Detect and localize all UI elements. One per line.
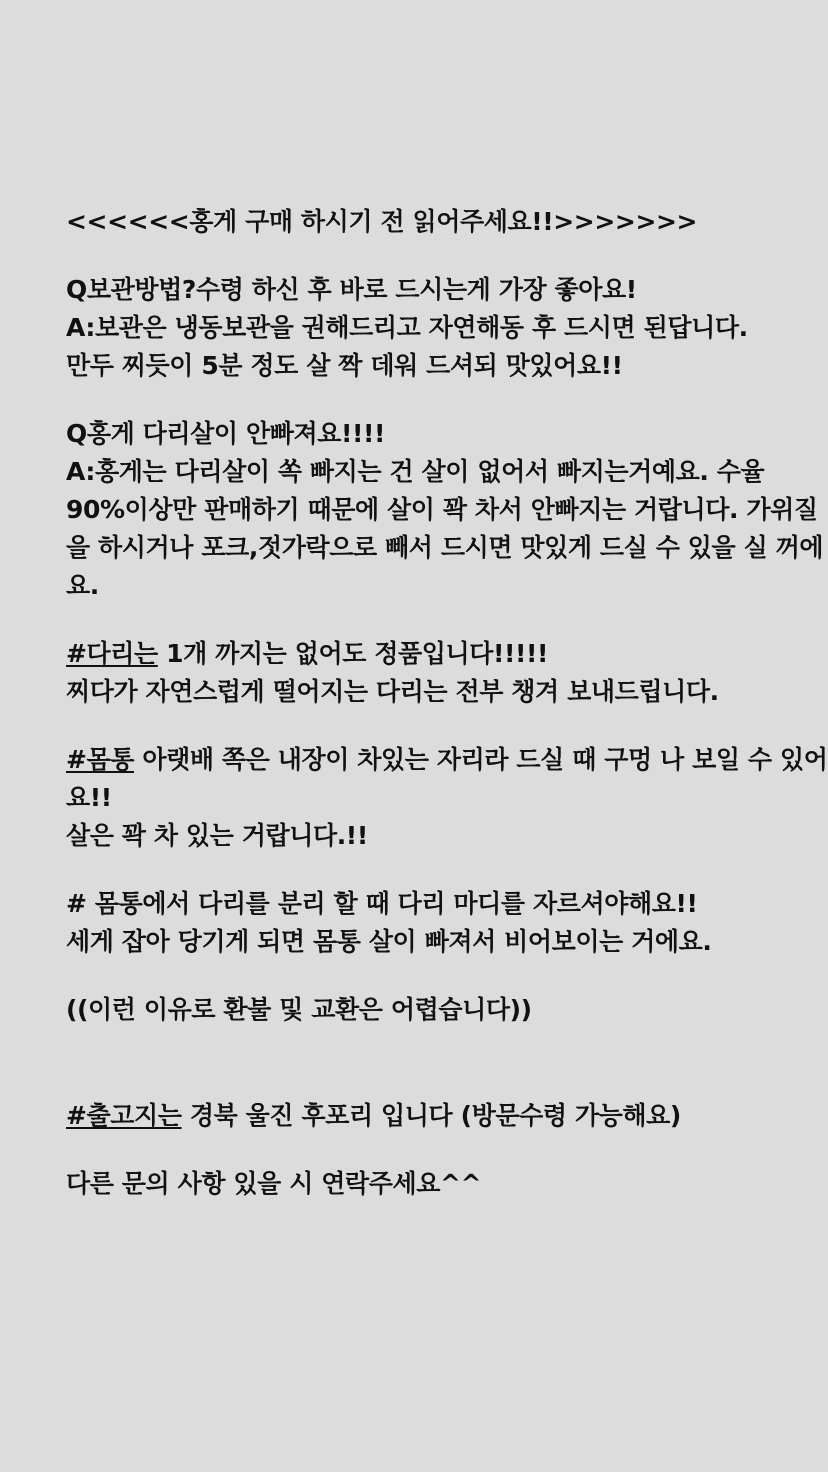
separate-note: # 몸통에서 다리를 분리 할 때 다리 마디를 자르셔야해요!!	[66, 889, 698, 918]
legs-answer-line: A:홍게는 다리살이 쏙 빠지는 건 살이 없어서 빠지는거예요. 수율	[66, 457, 765, 486]
separate-note-line: 세게 잡아 당기게 되면 몸통 살이 빠져서 비어보이는 거에요.	[66, 927, 712, 956]
missing-legs-note	[66, 635, 786, 673]
legs-answer-line: 요.	[66, 571, 99, 600]
body-note	[66, 741, 828, 779]
storage-answer-line: 만두 찌듯이 5분 정도 살 짝 데워 드셔되 맛있어요!!	[66, 351, 623, 380]
storage-answer-line: A:보관은 냉동보관을 권해드리고 자연해동 후 드시면 된답니다.	[66, 313, 748, 342]
missing-legs-text: 1개 까지는 없어도 정품입니다!!!!!	[157, 639, 549, 668]
body-note-line: 요!!	[66, 783, 112, 812]
refund-notice: ((이런 이유로 환불 및 교환은 어렵습니다))	[66, 995, 532, 1024]
missing-legs-line: 찌다가 자연스럽게 떨어지는 다리는 전부 챙겨 보내드립니다.	[66, 677, 719, 706]
notice-text-block	[66, 203, 828, 1203]
contact-note: 다른 문의 사항 있을 시 연락주세요^^	[66, 1169, 482, 1198]
notice-title: <<<<<<홍게 구매 하시기 전 읽어주세요!!>>>>>>>	[66, 207, 698, 236]
body-note-text: 아랫배 쪽은 내장이 차있는 자리라 드실 때 구멍 나 보일 수 있어	[134, 745, 828, 774]
legs-answer-line: 90%이상만 판매하기 때문에 살이 꽉 차서 안빠지는 거랍니다. 가위질	[66, 495, 818, 524]
body-note-line: 살은 꽉 차 있는 거랍니다.!!	[66, 821, 368, 850]
storage-question: Q보관방법?수령 하신 후 바로 드시는게 가장 좋아요!	[66, 275, 637, 304]
hashtag-legs: #다리는	[66, 639, 158, 668]
shipping-note-text: 경북 울진 후포리 입니다 (방문수령 가능해요)	[181, 1101, 681, 1130]
hashtag-body: #몸통	[66, 745, 135, 774]
legs-answer-line: 을 하시거나 포크,젓가락으로 빼서 드시면 맛있게 드실 수 있을 실 꺼에	[66, 533, 824, 562]
legs-question: Q홍게 다리살이 안빠져요!!!!	[66, 419, 385, 448]
shipping-note	[66, 1097, 786, 1135]
hashtag-shipping: #출고지는	[66, 1101, 182, 1130]
